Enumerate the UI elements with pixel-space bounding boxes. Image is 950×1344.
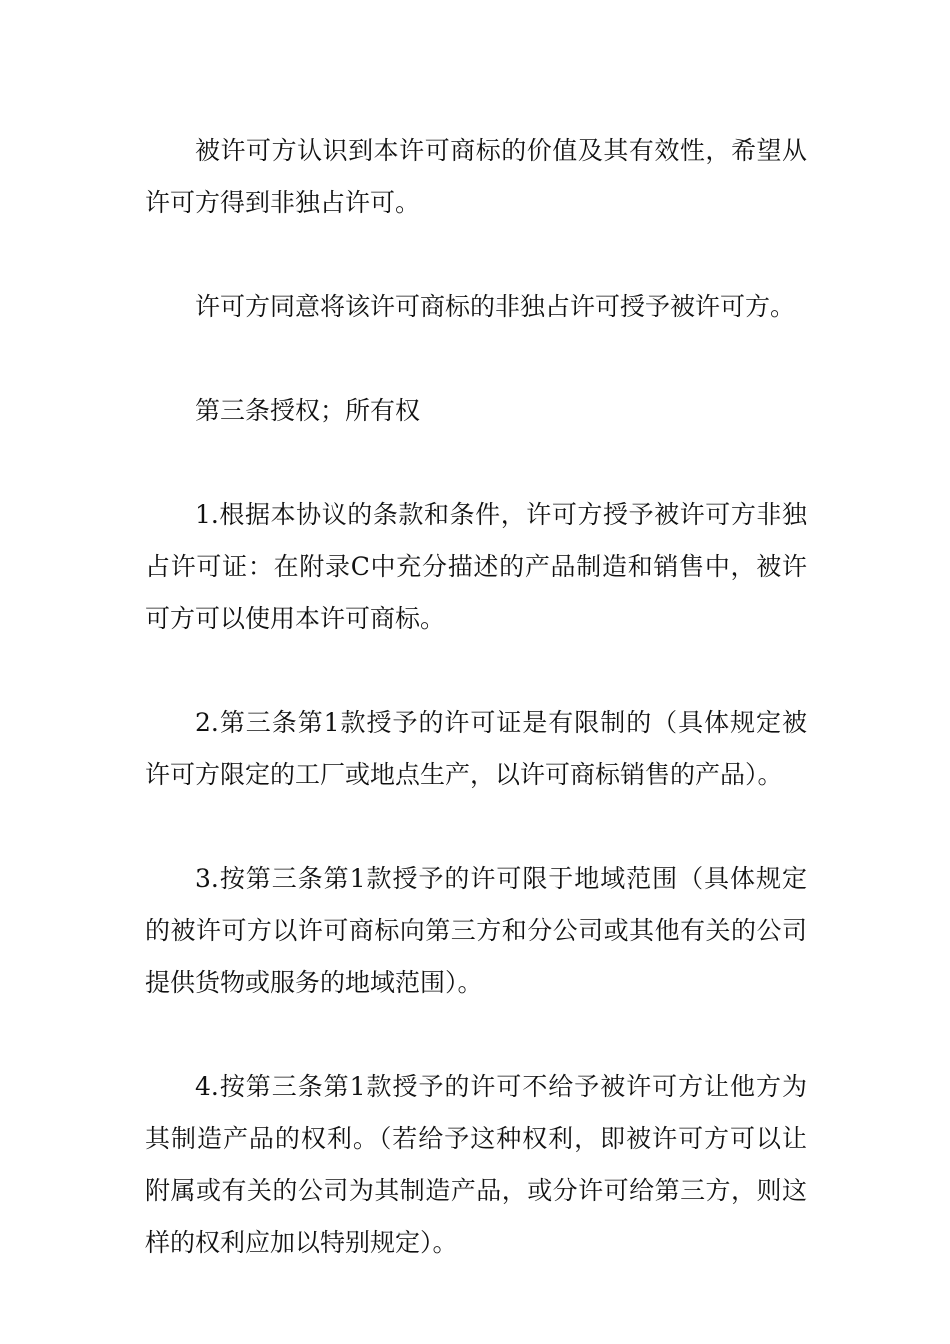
clause-4: 4.按第三条第1款授予的许可不给予被许可方让他方为其制造产品的权利。（若给予这种权利，即被许可方可以让附属或有关的公司为其制造产品，或分许可给第三方，则这样的权利应加以特别规定）。 bbox=[145, 1072, 807, 1257]
clause-3: 3.按第三条第1款授予的许可限于地域范围（具体规定的被许可方以许可商标向第三方和分公司或其他有关的公司提供货物或服务的地域范围）。 bbox=[145, 864, 807, 997]
paragraph-licensor-consent: 许可方同意将该许可商标的非独占许可授予被许可方。 bbox=[195, 292, 796, 321]
paragraph-licensee-recognition: 被许可方认识到本许可商标的价值及其有效性，希望从许可方得到非独占许可。 bbox=[145, 136, 807, 217]
clause-1: 1.根据本协议的条款和条件，许可方授予被许可方非独占许可证：在附录C中充分描述的产品制造和销售中，被许可方可以使用本许可商标。 bbox=[145, 500, 807, 633]
section-heading-article-3: 第三条授权；所有权 bbox=[195, 396, 421, 425]
clause-2: 2.第三条第1款授予的许可证是有限制的（具体规定被许可方限定的工厂或地点生产，以许可商标销售的产品）。 bbox=[145, 708, 807, 789]
document-body bbox=[145, 125, 807, 1269]
